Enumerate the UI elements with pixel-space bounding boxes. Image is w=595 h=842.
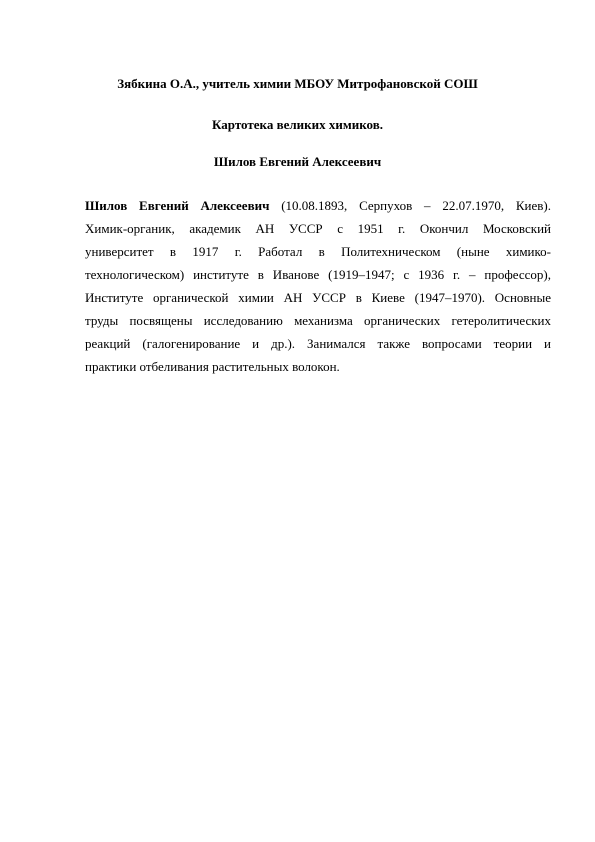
bio-line-4: технологическом) институте в Иванове (1919–1947; с 1936 г. – профессор), [85,267,551,282]
bio-line-2: Химик-органик, академик АН УССР с 1951 г. Окончил Московский [85,221,551,236]
bio-line-8: практики отбеливания растительных волокон. [85,359,340,374]
biography-paragraph [85,194,551,378]
author-line: Зябкина О.А., учитель химии МБОУ Митрофановской СОШ [117,76,478,91]
bio-line-1 [85,194,551,217]
bio-line-6: труды посвящены исследованию механизма органических гетеролитических [85,313,551,328]
bio-line-1-text: (10.08.1893, Серпухов – 22.07.1970, Киев). [269,198,551,213]
bio-line-7: реакций (галогенирование и др.). Занимался также вопросами теории и [85,336,551,351]
bio-line-3: университет в 1917 г. Работал в Политехническом (ныне химико- [85,244,551,259]
bio-line-5: Институте органической химии АН УССР в Киеве (1947–1970). Основные [85,290,551,305]
bio-name-bold: Шилов Евгений Алексеевич [85,198,270,213]
chemist-name-heading: Шилов Евгений Алексеевич [213,154,382,169]
catalog-title: Картотека великих химиков. [212,117,383,132]
